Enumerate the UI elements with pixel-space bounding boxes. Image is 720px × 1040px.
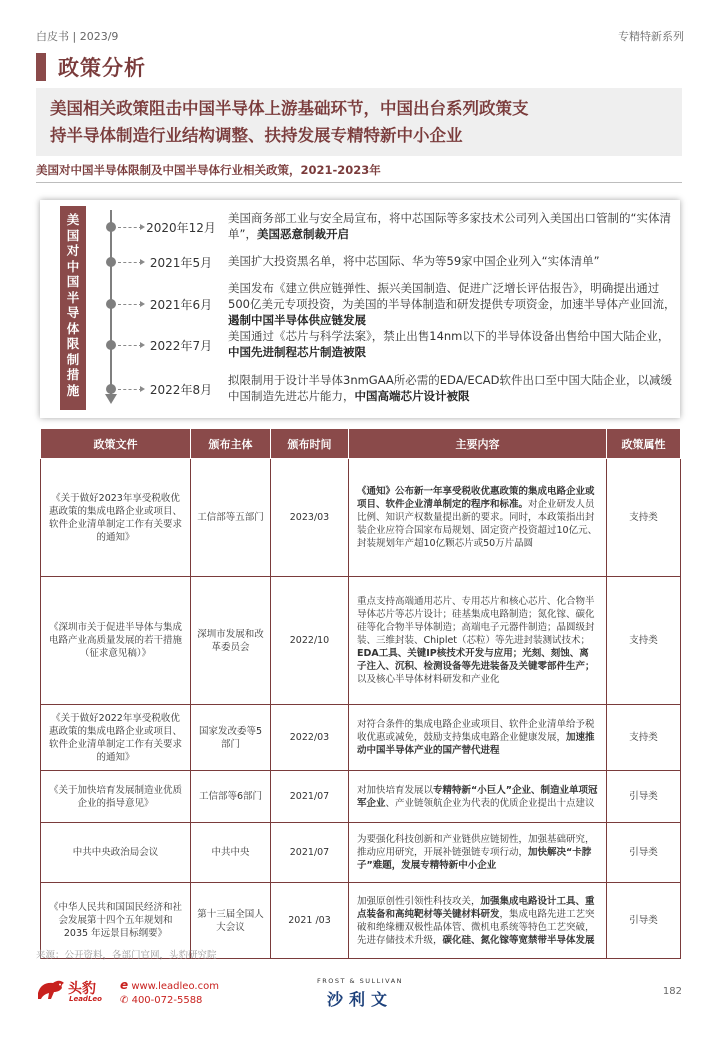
contact-info [120,978,219,1008]
website-link[interactable]: www.leadleo.com [131,981,219,992]
timeline-side-label [60,206,86,410]
timeline-dot-icon [106,299,116,309]
timeline-connector [118,345,142,346]
content-emphasis: 加快解决“卡脖子”难题，发展专精特新中小企业 [357,847,592,871]
partner-en: FROST & SULLIVAN [316,977,404,985]
timeline-date: 2021年6月 [149,298,213,312]
timeline-event [106,328,680,362]
timeline-event [106,280,680,328]
col-header-content: 主要内容 [349,429,607,459]
table-row [41,705,681,771]
policy-date: 2022/10 [271,577,349,705]
timeline-dot-icon [106,222,116,232]
timeline-text: 美国发布《建立供应链弹性、振兴美国制造、促进广泛增长评估报告》，明确提出通过500亿美元专项投资，为美国的半导体制造和研发提供专项资金，加速半导体产业回流， [228,281,676,311]
timeline-description [228,253,680,269]
section-marker [36,53,46,81]
policy-issuer: 第十三届全国人大会议 [191,883,271,959]
timeline-description [228,372,680,404]
content-emphasis: EDA工具、关键IP核技术开发与应用；光刻、刻蚀、离子注入、沉积、检测设备等先进装备及关键零部件生产； [357,648,595,672]
timeline-text: 美国商务部工业与安全局宣布，将中芯国际等多家技术公司列入美国出口管制的“实体清单”， [228,211,671,241]
side-label-char: 国 [66,274,80,289]
content-text: 以及核心半导体材料研发和产业化 [357,674,500,685]
table-row [41,459,681,577]
timeline-date: 2022年7月 [149,339,213,353]
policy-issuer: 国家发改委等5部门 [191,705,271,771]
policy-content [349,459,607,577]
timeline-emphasis: 中国先进制程芯片制造被限 [228,345,366,359]
policy-table [40,428,681,959]
side-label-char: 半 [66,289,80,305]
content-text: 对企业研发人员比例、知识产权数量提出新的要求。同时，本政策指出封装企业应符合国家布局规划、固定资产投资超过10亿元、封装规划年产超10亿颗芯片或50万片晶圆 [357,499,598,549]
policy-content [349,823,607,883]
timeline-text: 美国扩大投资黑名单，将中芯国际、华为等59家中国企业列入“实体清单” [228,254,600,268]
headline-box [36,88,682,156]
policy-issuer: 深圳市发展和改革委员会 [191,577,271,705]
timeline-connector [118,304,142,305]
partner-logo [295,977,425,1010]
col-header-attr: 政策属性 [607,429,681,459]
timeline-dot-icon [106,257,116,267]
policy-issuer: 工信部等五部门 [191,459,271,577]
policy-attribute: 引导类 [607,883,681,959]
headline-line-1: 美国相关政策阻击中国半导体上游基础环节，中国出台系列政策支 [50,99,529,118]
side-label-char: 对 [66,243,80,258]
timeline-emphasis: 遏制中国半导体供应链发展 [228,313,366,327]
logo-cn-text: 头豹 [68,981,96,997]
timeline-connector [118,389,142,390]
timeline-emphasis: 中国高端芯片设计被限 [354,389,470,403]
content-emphasis: 加速推动中国半导体产业的国产替代进程 [357,732,595,756]
side-label-char: 措 [66,367,80,382]
phone-icon: ✆ [120,995,129,1006]
timeline-connector [118,262,142,263]
logo-en-text: LeadLeo [69,995,102,1003]
content-emphasis: 《通知》公布新一年享受税收优惠政策的集成电路企业或项目、软件企业清单制定的程序和标准。 [357,486,595,510]
policy-date: 2021/07 [271,823,349,883]
side-label-char: 体 [66,320,80,336]
leopard-icon [36,977,66,1001]
policy-date: 2021 /03 [271,883,349,959]
policy-document: 《关于做好2022年享受税收优惠政策的集成电路企业或项目、软件企业清单制定工作有关要求的通知》 [41,705,191,771]
content-text: ，集成电路先进工艺突破和绝缘栅双极性晶体管、微机电系统等特色工艺突破，先进存储技术升级， [357,908,595,946]
policy-content [349,883,607,959]
content-text: 为要强化科技创新和产业链供应链韧性，加强基础研究，推动应用研究，开展补链强链专项行动， [357,834,595,858]
timeline-event [106,372,680,406]
side-label-char: 导 [66,305,80,320]
timeline-event [106,210,680,244]
web-icon: e [120,978,129,992]
policy-attribute: 支持类 [607,577,681,705]
policy-issuer: 工信部等6部门 [191,771,271,823]
policy-document: 《关于做好2023年享受税收优惠政策的集成电路企业或项目、软件企业清单制定工作有关要求的通知》 [41,459,191,577]
col-header-issuer: 颁布主体 [191,429,271,459]
policy-attribute: 引导类 [607,771,681,823]
content-emphasis: 碳化硅、氮化镓等宽禁带半导体发展 [442,934,595,946]
policy-document: 《中华人民共和国国民经济和社会发展第十四个五年规划和 2035 年远景目标纲要》 [41,883,191,959]
side-label-char: 施 [66,382,80,398]
timeline-description [228,210,680,242]
source-note: 来源：公开资料，各部门官网，头豹研究院 [36,950,217,961]
content-emphasis: 加强集成电路设计工具、重点装备和高纯靶材等关键材料研发 [357,895,595,920]
side-label-char: 美 [66,212,80,227]
policy-document: 《深圳市关于促进半导体与集成电路产业高质量发展的若干措施（征求意见稿）》 [41,577,191,705]
content-text: 对加快培育发展以 [357,784,434,796]
section-title: 政策分析 [58,56,146,80]
timeline-date: 2021年5月 [149,256,213,270]
policy-date: 2021/07 [271,771,349,823]
policy-date: 2022/03 [271,705,349,771]
content-text: 重点支持高端通用芯片、专用芯片和核心芯片、化合物半导体芯片等芯片设计；硅基集成电路制造；氮化镓、碳化硅等化合物半导体制造；高端电子元器件制造；晶圆级封装、三维封装、Chiplet（芯粒）等先进封装测试技术； [357,596,595,646]
subtitle: 美国对中国半导体限制及中国半导体行业相关政策，2021-2023年 [36,163,381,177]
policy-attribute: 支持类 [607,705,681,771]
header-left: 白皮书 | 2023/9 [36,30,119,43]
page-number: 182 [662,986,682,997]
header-right: 专精特新系列 [618,30,684,43]
timeline-text: 美国通过《芯片与科学法案》，禁止出售14nm以下的半导体设备出售给中国大陆企业， [228,329,670,343]
page-header [36,28,684,44]
content-text: 对符合条件的集成电路企业或项目、软件企业清单给予税收优惠或减免，鼓励支持集成电路企业健康发展， [357,719,595,743]
timeline-connector [118,227,142,228]
headline-line-2: 持半导体制造行业结构调整、扶持发展专精特新中小企业 [50,126,463,145]
col-header-date: 颁布时间 [271,429,349,459]
content-text: 、产业链领航企业为代表的优质企业提出十点建议 [385,797,595,809]
timeline-description [228,328,680,360]
timeline-text: 拟限制用于设计半导体3nmGAA所必需的EDA/ECAD软件出口至中国大陆企业，以减缓中国制造先进芯片能力， [228,373,672,403]
policy-attribute: 支持类 [607,459,681,577]
timeline-date: 2020年12月 [146,221,216,235]
subtitle-rule [36,182,682,183]
policy-content [349,771,607,823]
phone-number: 400-072-5588 [131,995,203,1006]
policy-document: 中共中央政治局会议 [41,823,191,883]
table-row [41,823,681,883]
policy-document: 《关于加快培育发展制造业优质企业的指导意见》 [41,771,191,823]
timeline-description [228,280,680,328]
timeline-dot-icon [106,340,116,350]
policy-issuer: 中共中央 [191,823,271,883]
table-row [41,577,681,705]
partner-cn: 沙利文 [326,990,393,1009]
policy-attribute: 引导类 [607,823,681,883]
timeline-emphasis: 美国恶意制裁开启 [256,227,349,241]
policy-content [349,705,607,771]
side-label-char: 制 [66,351,80,367]
side-label-char: 限 [66,336,80,351]
timeline-event [106,253,680,271]
timeline-date: 2022年8月 [149,383,213,397]
timeline-dot-icon [106,384,116,394]
content-text: 加强原创性引领性科技攻关， [357,895,481,907]
table-header-row [41,429,681,459]
policy-date: 2023/03 [271,459,349,577]
col-header-doc: 政策文件 [41,429,191,459]
policy-content [349,577,607,705]
side-label-char: 国 [66,227,80,243]
content-emphasis: 专精特新“小巨人”企业、制造业单项冠军企业 [357,784,598,809]
side-label-char: 中 [66,258,80,274]
table-row [41,771,681,823]
